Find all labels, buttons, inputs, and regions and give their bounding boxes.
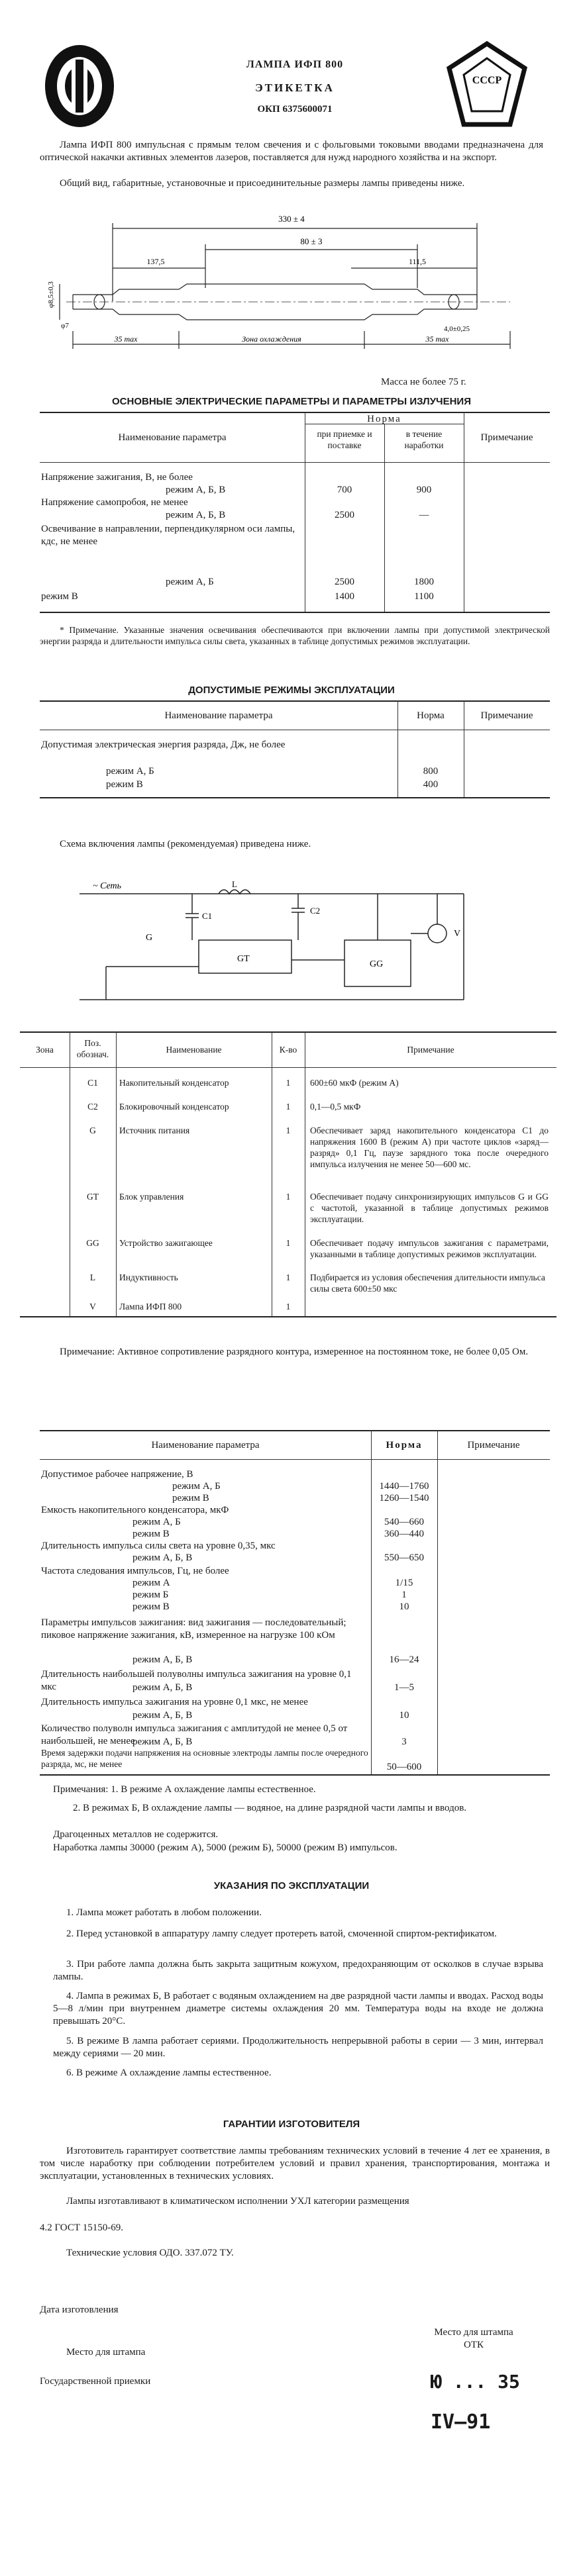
table3-header-name: Наименование параметра <box>151 1440 260 1451</box>
table2-header-norma: Норма <box>417 710 445 721</box>
comp-pos: GG <box>86 1238 99 1248</box>
dim-total-length: 330 ± 4 <box>278 214 305 224</box>
param-mode: режим В <box>172 1493 209 1503</box>
comp-qty: 1 <box>286 1078 291 1088</box>
param-value: 10 <box>399 1710 409 1721</box>
circuit-label-c2: C2 <box>310 906 321 916</box>
comp-pos: L <box>89 1272 96 1282</box>
intro-paragraph-2: Общий вид, габаритные, установочные и присоединительные размеры лампы приведены ниже. <box>60 178 465 189</box>
comp-name: Блок управления <box>119 1192 184 1202</box>
comp-header-zone: Зона <box>36 1045 54 1055</box>
dim-cooling-zone: Зона охлаждения <box>242 334 301 344</box>
okp-code: ОКП 6375600071 <box>257 104 333 115</box>
table1-footnote: * Примечание. Указанные значения освечивания обеспечиваются при включении лампы при допустимой электрической энергии разряда и длительности импульса силы света, указанных в таблице допустимых режимов эксплуатации. <box>40 625 550 646</box>
comp-qty: 1 <box>286 1125 291 1135</box>
comp-pos: C1 <box>87 1078 98 1088</box>
lamp-dimension-drawing <box>46 202 537 374</box>
comp-pos: V <box>89 1302 96 1312</box>
circuit-label-gt: GT <box>237 954 250 964</box>
comp-name: Источник питания <box>119 1125 190 1135</box>
comp-header-qty: К-во <box>279 1045 297 1055</box>
stamp-place-label: Место для штампа <box>66 2347 146 2358</box>
param-value: 1—5 <box>394 1682 414 1693</box>
param-value-operation: 900 <box>416 485 432 495</box>
dim-left: 137,5 <box>146 257 165 266</box>
param-mode: режим Б <box>132 1590 169 1600</box>
section-title-operation: УКАЗАНИЯ ПО ЭКСПЛУАТАЦИИ <box>213 1880 370 1891</box>
comp-qty: 1 <box>286 1272 291 1282</box>
operation-item: 5. В режиме В лампа работает сериями. Продолжительность непрерывной работы в серии — 3 мин, интервал между сериями — 20 мин. <box>53 2036 543 2059</box>
comp-name: Индуктивность <box>119 1272 178 1282</box>
comp-name: Блокировочный конденсатор <box>119 1102 229 1112</box>
param-mode: режим В <box>41 591 78 602</box>
param-name: Освечивание в направлении, перпендикулярном оси лампы, кдс, не менее <box>41 524 295 547</box>
comp-header-note: Примечание <box>407 1045 454 1055</box>
dim-max-left: 35 max <box>114 334 138 344</box>
param-mode: режим В <box>106 779 143 790</box>
table3-note-4: Наработка лампы 30000 (режим А), 5000 (режим Б), 50000 (режим В) импульсов. <box>53 1842 397 1853</box>
state-acceptance-label: Государственной приемки <box>40 2376 151 2387</box>
comp-header-name: Наименование <box>166 1045 222 1055</box>
circuit-label-mains: ~ Сеть <box>93 881 122 891</box>
param-value: 50—600 <box>386 1762 422 1772</box>
param-value-acceptance: 1400 <box>335 591 354 602</box>
table2-header-note: Примечание <box>480 710 533 721</box>
table1-header-norma: Норма <box>367 414 401 424</box>
table3-header-note: Примечание <box>467 1440 520 1451</box>
param-value-acceptance: 2500 <box>335 510 354 520</box>
param-name: Емкость накопительного конденсатора, мкФ <box>41 1505 229 1515</box>
circuit-label-gg: GG <box>370 959 384 969</box>
operation-item: 2. Перед установкой в аппаратуру лампу следует протереть ватой, смоченной спиртом-ректификатом. <box>66 1929 497 1939</box>
param-name: Длительность импульса силы света на уровне 0,35, мкс <box>41 1541 276 1551</box>
param-name: Допустимая электрическая энергия разряда, Дж, не более <box>41 739 286 750</box>
dim-arc-length: 80 ± 3 <box>300 236 323 246</box>
param-mode: режим А, Б <box>132 1517 181 1527</box>
param-name: Напряжение зажигания, В, не более <box>41 472 193 483</box>
stamp-imprint-top: Ю ... 35 <box>431 2371 520 2393</box>
param-value: 540—660 <box>384 1517 424 1527</box>
param-value-acceptance: 2500 <box>335 577 354 587</box>
comp-qty: 1 <box>286 1192 291 1202</box>
table1-header-operation: в течение наработки <box>404 429 444 450</box>
param-value: 1/15 <box>395 1578 413 1588</box>
param-value: 10 <box>399 1601 409 1612</box>
comp-note: Обеспечивает подачу синхронизирующих импульсов G и GG с частотой, указанной в таблице допустимых режимов эксплуатации. <box>310 1192 549 1224</box>
table1-header-name: Наименование параметра <box>118 432 227 443</box>
circuit-diagram <box>66 867 503 1020</box>
comp-qty: 1 <box>286 1238 291 1248</box>
param-value: 550—650 <box>384 1552 424 1563</box>
dim-right: 111,5 <box>408 257 427 266</box>
comp-pos: C2 <box>87 1102 98 1112</box>
comp-qty: 1 <box>286 1302 291 1312</box>
dim-diameter: φ8,5±0,3 <box>47 281 55 308</box>
param-mode: режим А, Б, В <box>132 1710 193 1721</box>
document-title: ЛАМПА ИФП 800 <box>246 59 344 70</box>
dim-lead: 4,0±0,25 <box>444 325 470 333</box>
warranty-paragraph: Изготовитель гарантирует соответствие лампы требованиям технических условий в течение 4 лет ее хранения, в том числе наработку при соблюдении потребителем условий и правил хранения, транспортирования, монтажа и эксплуатации, установленных в технических условиях. <box>40 2146 550 2181</box>
warranty-gost: 4.2 ГОСТ 15150-69. <box>40 2222 123 2233</box>
param-value: 360—440 <box>384 1529 424 1539</box>
circuit-label-c1: C1 <box>202 911 213 921</box>
intro-paragraph: Лампа ИФП 800 импульсная с прямым телом свечения и с фольговыми токовыми вводами предназначена для оптической накачки активных элементов лазеров, поставляется для нужд народного хозяйства и на экспорт. <box>40 140 543 163</box>
circuit-label-v: V <box>454 929 461 939</box>
operation-item: 1. Лампа может работать в любом положении. <box>66 1907 262 1918</box>
param-name: Время задержки подачи напряжения на основные электроды лампы после очередного разряда, мс, не менее <box>41 1748 368 1769</box>
warranty-climate: Лампы изготавливают в климатическом исполнении УХЛ категории размещения <box>66 2196 409 2207</box>
quality-mark-text: СССР <box>472 75 502 86</box>
param-value-operation: 1100 <box>414 591 434 602</box>
param-name: Допустимое рабочее напряжение, В <box>41 1469 193 1480</box>
param-mode: режим А, Б, В <box>132 1552 193 1563</box>
table1-header-note: Примечание <box>480 432 533 443</box>
table2-header-name: Наименование параметра <box>164 710 273 721</box>
param-mode: режим А, Б, В <box>132 1654 193 1665</box>
param-value: 800 <box>423 766 439 777</box>
param-mode: режим А, Б <box>166 577 214 587</box>
comp-note: Обеспечивает подачу импульсов зажигания с параметрами, указанными в таблице допустимых режимов эксплуатации. <box>310 1238 549 1259</box>
operation-item: 4. Лампа в режимах Б, В работает с водяным охлаждением на две разрядной части лампы и вводах. Расход воды 5—8 л/мин при внутреннем диаметре системы охлаждения 20 мм. Температура воды на входе не должна превышать 20°С. <box>53 1991 543 2027</box>
components-footnote: Примечание: Активное сопротивление разрядного контура, измеренное на постоянном токе, не более 0,05 Ом. <box>60 1347 529 1357</box>
comp-name: Лампа ИФП 800 <box>119 1302 182 1312</box>
param-mode: режим А, Б <box>106 766 154 777</box>
comp-note: Подбирается из условия обеспечения длительности импульса силы света 600±50 мкс <box>310 1272 545 1294</box>
section-title-electrical: ОСНОВНЫЕ ЭЛЕКТРИЧЕСКИЕ ПАРАМЕТРЫ И ПАРАМЕТРЫ ИЗЛУЧЕНИЯ <box>112 396 471 407</box>
circuit-label-g: G <box>146 933 153 943</box>
otk-stamp-label: Место для штампа ОТК <box>434 2327 513 2350</box>
comp-note: 600±60 мкФ (режим А) <box>310 1078 399 1088</box>
param-mode: режим А, Б, В <box>166 485 226 495</box>
param-mode: режим А, Б <box>172 1481 221 1492</box>
param-value: 1 <box>401 1590 407 1600</box>
param-name: Длительность импульса зажигания на уровне 0,1 мкс, не менее <box>41 1697 308 1707</box>
param-mode: режим А <box>132 1578 170 1588</box>
param-value-acceptance: 700 <box>337 485 352 495</box>
param-value-operation: 1800 <box>414 577 434 587</box>
section-title-modes: ДОПУСТИМЫЕ РЕЖИМЫ ЭКСПЛУАТАЦИИ <box>188 685 395 696</box>
table3-note-1: Примечания: 1. В режиме А охлаждение лампы естественное. <box>53 1784 316 1795</box>
circuit-caption: Схема включения лампы (рекомендуемая) приведена ниже. <box>60 839 311 849</box>
table1-header-acceptance: при приемке и поставке <box>317 429 372 450</box>
lamp-mass: Масса не более 75 г. <box>381 377 466 387</box>
operation-item: 3. При работе лампа должна быть закрыта защитным кожухом, предохраняющим от осколков в случае взрыва лампы. <box>53 1959 543 1982</box>
comp-qty: 1 <box>286 1102 291 1112</box>
comp-name: Устройство зажигающее <box>119 1238 213 1248</box>
param-value: 1440—1760 <box>379 1481 429 1492</box>
param-mode: режим А, Б, В <box>132 1737 193 1747</box>
warranty-spec: Технические условия ОДО. 337.072 ТУ. <box>66 2248 234 2258</box>
dim-phi: φ7 <box>61 322 69 330</box>
comp-pos: G <box>89 1125 96 1135</box>
param-name: Количество полуволн импульса зажигания с амплитудой не менее 0,5 от наибольшей, не менее <box>41 1723 348 1746</box>
dim-max-right: 35 max <box>425 334 449 344</box>
stamp-imprint-bottom: IV—91 <box>431 2410 491 2434</box>
param-name: Частота следования импульсов, Гц, не более <box>41 1566 229 1576</box>
section-title-warranty: ГАРАНТИИ ИЗГОТОВИТЕЛЯ <box>223 2119 360 2130</box>
param-value: 3 <box>401 1737 407 1747</box>
circuit-label-l: L <box>232 879 237 889</box>
operation-item: 6. В режиме А охлаждение лампы естественное. <box>66 2068 272 2078</box>
param-value: 400 <box>423 779 439 790</box>
param-value: 16—24 <box>389 1654 419 1665</box>
param-name: Параметры импульсов зажигания: вид зажигания — последовательный; пиковое напряжение зажигания, кВ, измеренное на нагрузке 100 кОм <box>41 1617 346 1641</box>
comp-note: Обеспечивает заряд накопительного конденсатора С1 до напряжения 1600 В (режим А) при частоте циклов «заряд—разряд» 0,1 Гц, паузе зарядного тока после очередного импульса излучения не менее 50—600 мс. <box>310 1125 549 1169</box>
comp-name: Накопительный конденсатор <box>119 1078 229 1088</box>
manufacture-date-label: Дата изготовления <box>40 2305 119 2315</box>
param-value-operation: — <box>419 510 429 520</box>
quality-mark <box>444 38 530 131</box>
param-value: 1260—1540 <box>379 1493 429 1503</box>
param-mode: режим А, Б, В <box>132 1682 193 1693</box>
comp-note: 0,1—0,5 мкФ <box>310 1102 361 1112</box>
document-subtitle: ЭТИКЕТКА <box>255 81 335 94</box>
comp-pos: GT <box>87 1192 99 1202</box>
param-name: Напряжение самопробоя, не менее <box>41 497 188 508</box>
table3-note-3: Драгоценных металлов не содержится. <box>53 1829 219 1840</box>
param-mode: режим А, Б, В <box>166 510 226 520</box>
param-mode: режим В <box>132 1601 170 1612</box>
param-name: Длительность наибольшей полуволны импульса зажигания на уровне 0,1 мкс <box>41 1669 352 1692</box>
param-mode: режим В <box>132 1529 170 1539</box>
table3-header-norma: Норма <box>386 1440 423 1451</box>
comp-header-pos: Поз. обознач. <box>76 1038 109 1059</box>
table3-note-2: 2. В режимах Б, В охлаждение лампы — водяное, на длине разрядной части лампы и вводов. <box>73 1803 467 1813</box>
manufacturer-logo <box>40 40 119 132</box>
